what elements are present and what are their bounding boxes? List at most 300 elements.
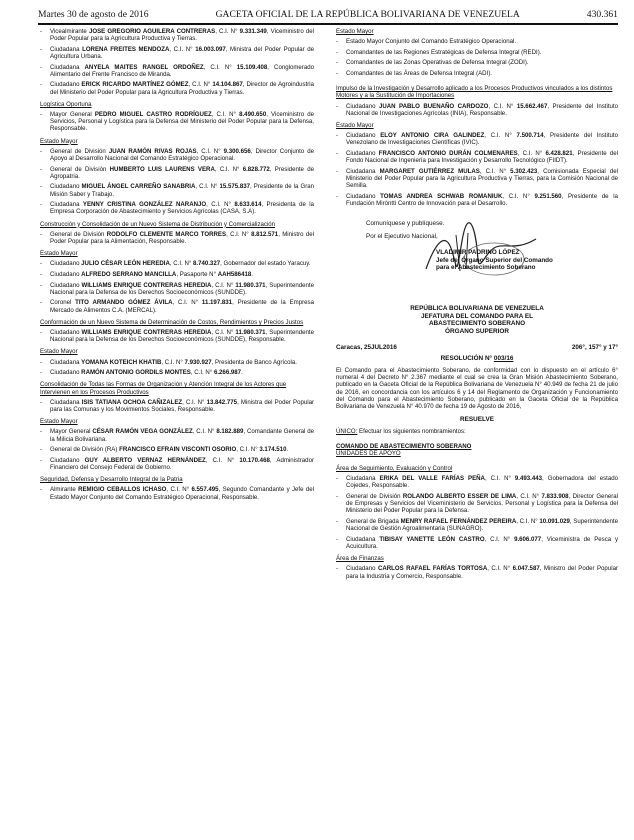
header-number: 430.361 (586, 8, 618, 20)
bullet-dash: - (336, 475, 339, 483)
section-heading: Consolidación de Todas las Formas de Organización y Atención Integral de los Actores que Intervienen en los Procesos Productivos (40, 381, 287, 396)
entry-id-label: , C.I. N° (214, 165, 243, 173)
entry-id: 9.251.560 (534, 192, 562, 200)
entry-position: . (251, 271, 253, 279)
entry-position: , Presidente de la Gran Misión Saber y Trabajo. (50, 183, 315, 198)
years: 206°, 157° y 17° (571, 343, 618, 351)
entries (40, 148, 314, 216)
entry-position: . (241, 369, 243, 377)
header-publication: GACETA OFICIAL DE LA REPÚBLICA BOLIVARIANA DE VENEZUELA (215, 8, 520, 20)
entry-position: , Viceministro de Servicios, Personal y Logística para la Defensa del Ministerio del Poder Popular para la Defensa, Responsable. (50, 111, 314, 133)
entry-title: Ciudadana (50, 358, 82, 366)
entry-name: MARGARET GUTIÉRREZ MULAS (379, 167, 480, 175)
entries (40, 359, 314, 377)
entry-name: LORENA FREITES MENDOZA (82, 45, 170, 53)
entry-id: 8.490.650 (239, 111, 267, 118)
bullet-dash: - (40, 369, 43, 377)
appointment-entry (40, 457, 314, 471)
entry-text (50, 148, 314, 162)
entries (40, 260, 314, 313)
entry-id-label: , C.I. N° (190, 369, 214, 377)
unico-text: Efectuar los siguientes nombramientos: (357, 428, 466, 436)
entry-text (50, 260, 314, 267)
entry-name: WILLIAMS ENRIQUE CONTRERAS HEREDIA (81, 329, 212, 337)
entry-position: , Presidente de la Empresa Mercado de Alimentos C.A. (MERCAL). (50, 299, 314, 314)
entry-id: 11.980.371 (235, 329, 266, 337)
resuelve-heading: RESUELVE (460, 416, 494, 424)
entry-title: Ciudadano (50, 456, 85, 464)
entry-position: , Comandante General de la Milicia Bolivariana. (50, 428, 315, 443)
entry-title: General de Brigada (346, 518, 401, 526)
section-heading: Área de Finanzas (336, 555, 384, 563)
entry-title: General de División (346, 493, 403, 501)
entry-id-label: , C.I. N° (479, 167, 511, 175)
left-column (40, 28, 314, 504)
command-item (336, 59, 618, 66)
entry-position: , Viceministra de Pesca y Acuicultura. (346, 535, 619, 551)
entry-name: ERIKA DEL VALLE FARÍAS PEÑA (379, 475, 485, 483)
signatory-role: Jefe del Órgano Superior del Comando (436, 256, 553, 264)
entry-title: Ciudadano (50, 271, 82, 279)
sub-heading: Estado Mayor (40, 348, 78, 356)
entry-id: 5.302.423 (510, 167, 538, 175)
appointment-entry (336, 168, 618, 190)
entry-name: YOMANA KOTEICH KHATIB (81, 358, 162, 366)
top-entries (40, 28, 314, 96)
entry-name: ANYELA MAITES RANGEL ORDOÑEZ (84, 63, 204, 71)
entry-position: , Ministro del Poder Popular para la Alimentación, Responsable. (50, 230, 314, 246)
entry-name: FRANCISCO ANTONIO DURÁN COLMENARES (378, 150, 518, 157)
bullet-dash: - (40, 329, 43, 337)
lead-entry (40, 111, 314, 133)
entry-title: Ciudadano (50, 369, 82, 377)
entry-title: Coronel (50, 299, 76, 307)
entries (336, 565, 618, 579)
entry-position: , Presidente del Instituto Venezolano de Investigaciones Científicas (IVIC). (346, 132, 619, 147)
appointment-entry (40, 399, 314, 413)
bullet-dash: - (40, 486, 43, 494)
entry-text (50, 81, 314, 95)
appointment-entry (40, 271, 314, 278)
appointment-entry (40, 231, 314, 245)
entry-id: 3.174.510 (259, 446, 287, 454)
entry-title: Ciudadano (346, 102, 379, 110)
entry-id: 8.812.571 (251, 230, 279, 238)
entry-id: 8.633.614 (234, 201, 262, 209)
entry-position: , Gobernadora del estado Cojedes, Responsable. (346, 475, 618, 490)
entry-id: 7.930.927 (184, 358, 212, 366)
entry-name: CÉSAR RAMÓN VEGA GONZÁLEZ (92, 428, 193, 436)
entry-position: , Ministra del Poder Popular para las Comunas y los Movimientos Sociales, Responsable. (50, 398, 315, 414)
entry-name: ELOY ANTONIO CIRA GALINDEZ (380, 132, 485, 140)
bullet-dash: - (336, 167, 339, 175)
section-heading: Construcción y Consolidación de un Nuevo Sistema de Distribución y Comercialización (40, 220, 276, 228)
entry-name: TITO ARMANDO GÓMEZ ÁVILA (75, 299, 173, 307)
resolution-body: El Comando para el Abastecimiento Soberano, de conformidad con lo dispuesto en el artículo 6° numeral 4 del Decreto N° 2.367 mediante el cual se crea la Gran Misión Abastecimiento Soberano, publicado en la Gaceta Oficial de la República Bolivariana de Venezuela N° 40.949 de fecha 21 de julio de 2016, en concordancia con los artículos 6 y 14 del Reglamento de Organización y Funcionamiento del Comando para el Abastecimiento Soberano, publicado en la Gaceta Oficial de la República Bolivariana de Venezuela N° 40.970 de fecha 19 de Agosto de 2016, (336, 366, 618, 410)
entry-id-label: , C.I. N° (484, 475, 515, 483)
entry-text (346, 103, 618, 117)
section-heading: Impulso de la Investigación y Desarrollo aplicado a los Procesos Productivos vinculados a los distintos Motores y a la Sustitución de Importaciones (336, 85, 613, 100)
entry-text (50, 369, 314, 376)
entry-position: , Presidente del Fondo Nacional de Ingeniería para Investigación y Desarrollo Tecnológico (FIIDT). (346, 150, 619, 165)
entry-position: , Presidenta de la Empresa Corporación de Abastecimiento y Servicios Agrícolas (CASA, S.A). (50, 201, 314, 216)
entry-position: , Gobernador del estado Yaracuy. (220, 260, 311, 268)
entry-name: TIBISAY YANETTE LEÓN CASTRO (379, 535, 485, 543)
appointment-entry (336, 518, 618, 532)
entry-id: 6.428.821 (545, 150, 573, 157)
lead-entry (336, 103, 618, 117)
entry-id-label: , C.I. N° (211, 281, 236, 289)
bullet-dash: - (336, 565, 339, 573)
bullet-dash: - (40, 271, 43, 279)
entry-name: FRANCISCO EFRAIN VISCONTI OSORIO (119, 446, 237, 454)
bullet-dash: - (336, 493, 339, 501)
entry-title: Ciudadana (346, 475, 380, 483)
entry-position: , Director General de Empresas y Servicios del Viceministerio de Servicios, Personal y Logística para la Defensa del Ministerio del Poder Popular para la Defensa. (346, 493, 619, 515)
entry-id: 15.662.467 (516, 102, 548, 110)
appointment-entry (40, 166, 314, 180)
entry-position: , Segundo Comandante y Jefe del Estado Mayor Conjunto del Comando Estratégico Operacional, Responsable. (50, 486, 314, 501)
entries (336, 475, 618, 550)
entry-title: Ciudadano (346, 565, 378, 573)
appointment-entry (40, 428, 314, 442)
units-heading: UNIDADES DE APOYO (336, 449, 401, 457)
bullet-dash: - (40, 183, 43, 191)
entry-name: CARLOS RAFAEL FARÍAS TORTOSA (377, 565, 488, 573)
right-column (336, 28, 618, 583)
lead-entry (40, 329, 314, 343)
entry-title: General de División (50, 147, 109, 155)
entry-id-label: , C.I. N° (211, 329, 236, 337)
bullet-dash: - (40, 260, 43, 268)
section-heading: Área de Seguimiento, Evaluación y Control (336, 465, 453, 473)
institution-line: JEFATURA DEL COMANDO PARA EL (420, 312, 534, 320)
entry-title: Ciudadano (50, 281, 82, 289)
entry-title: Ciudadano (50, 183, 82, 191)
appointment-entry (40, 46, 314, 60)
appointment-entry (40, 64, 314, 78)
entry-title: Almirante (50, 486, 79, 494)
entry-position: , Ministro del Poder Popular para la Industria y Comercio, Responsable. (346, 565, 618, 580)
entry-id-label: , C.I. N° (196, 147, 224, 155)
command-item-text: Comandantes de las Regiones Estratégicas de Defensa Integral (REDI). (346, 48, 542, 56)
entry-name: RODOLFO CLEMENTE MARCO TORRES (106, 230, 227, 238)
entry-position: , Director Conjunto de Apoyo al Desarrollo Nacional del Comando Estratégico Operacional. (50, 147, 314, 163)
entry-text (50, 282, 314, 296)
entry-text (50, 299, 314, 313)
entry-id-label: , C.I. N° (484, 132, 517, 140)
bullet-dash: - (336, 150, 339, 157)
entry-text (50, 446, 314, 453)
resolution-number (336, 355, 618, 362)
command-item-text: Comandantes de las Zonas Operativas de Defensa Integral (ZODI). (346, 59, 529, 67)
entry-position: , Director de Agroindustria del Ministerio del Poder Popular para la Agricultura Productiva y Tierras. (50, 81, 315, 96)
bullet-dash: - (40, 428, 43, 436)
appointment-entry (40, 111, 314, 133)
entry-text (50, 231, 314, 245)
appointment-entry (40, 148, 314, 162)
entry-title: Ciudadano (346, 150, 379, 157)
section-heading: Logística Oportuna (40, 100, 92, 108)
signatory (436, 249, 553, 272)
entry-text (346, 536, 618, 550)
entry-text (346, 193, 618, 207)
entry-text (346, 493, 618, 515)
appointment-entry (40, 359, 314, 366)
entry-id: AAH586418 (217, 271, 252, 279)
bullet-dash: - (40, 299, 43, 307)
entries (40, 428, 314, 471)
bullet-dash: - (40, 281, 43, 289)
sub-heading: Estado Mayor (336, 122, 374, 129)
entry-text (50, 46, 314, 60)
entry-title: Ciudadano (346, 132, 381, 140)
entry-text (50, 457, 314, 471)
entry-position: , Presidente de Agropatria. (50, 165, 314, 180)
signatory-role: para el Abastecimiento Soberano (436, 264, 536, 272)
appointment-entry (336, 150, 618, 164)
bullet-dash: - (40, 28, 43, 35)
entry-name: ROLANDO ALBERTO ESSER DE LIMA (402, 493, 517, 501)
appointment-entry (336, 565, 618, 579)
entry-title: Ciudadana (50, 201, 83, 209)
entry-text (346, 132, 618, 146)
entry-name: JUAN RAMÓN RIVAS ROJAS (108, 147, 197, 155)
appointment-entry (40, 369, 314, 376)
closing-line: Comuníquese y publíquese. (366, 220, 445, 228)
bullet-dash: - (40, 147, 43, 155)
bullet-dash: - (336, 48, 339, 56)
appointment-entry (40, 486, 314, 500)
entry-name: PEDRO MIGUEL CASTRO RODRÍGUEZ (94, 111, 212, 118)
page-header (38, 6, 618, 22)
entry-position: , Superintendente Nacional para la Defensa de los Derechos Socioeconómicos (SUNDDE), Responsable. (50, 329, 314, 344)
bullet-dash: - (336, 59, 339, 67)
entry-id: 11.197.831 (201, 299, 233, 307)
appointment-entry (336, 493, 618, 515)
entry-id: 13.842.775 (206, 398, 238, 406)
section-heading: Conformación de un Nuevo Sistema de Determinación de Costos, Rendimientos y Precios Justos (40, 318, 304, 326)
entry-id: 14.104.867 (212, 81, 243, 89)
entry-position: , Superintendente Nacional de Gestión Agroalimentaria (SUNAGRO). (346, 518, 618, 533)
entry-id-label: , C.I. N° (516, 493, 542, 501)
bullet-dash: - (336, 518, 339, 526)
lead-entry (40, 231, 314, 245)
entry-text (50, 111, 314, 133)
entry-id-label: , C.I. N° (517, 150, 546, 157)
unico-label: ÚNICO: (336, 428, 358, 436)
entries (336, 132, 618, 207)
entry-position: , Administrador Financiero del Consejo Federal de Gobierno. (50, 456, 314, 472)
entry-title: Ciudadana (346, 535, 380, 543)
bullet-dash: - (40, 81, 43, 89)
entry-text (346, 150, 618, 164)
entry-text (50, 183, 314, 197)
entry-id: 8.740.327 (192, 260, 221, 268)
entry-id-label: , C.I. N° (215, 28, 240, 35)
bullet-dash: - (336, 69, 339, 77)
entry-id: 9.331.349 (239, 28, 267, 35)
appointment-entry (40, 81, 314, 95)
entry-id-label: , C.I. N° (182, 398, 207, 406)
entry-id-label: , C.I. N° (161, 358, 185, 366)
command-item-text: Comandantes de las Áreas de Defensa Integral (ADI). (346, 69, 492, 77)
entry-id: 10.170.468 (239, 456, 270, 464)
entry-id-label: , C.I. N° (236, 446, 260, 454)
entry-id: 16.003.097 (195, 45, 226, 53)
entry-id-label: , C.I. N° (226, 230, 252, 238)
entry-text (346, 475, 618, 489)
entry-id-label: , C.I. N° (195, 183, 220, 191)
entry-title: Ciudadana (50, 398, 82, 406)
bullet-dash: - (40, 201, 43, 209)
bullet-dash: - (40, 165, 43, 173)
appointment-entry (40, 183, 314, 197)
entry-title: Ciudadano (50, 329, 82, 337)
entry-id-label: , C.I. N° (169, 260, 193, 268)
header-date: Martes 30 de agosto de 2016 (38, 8, 149, 20)
entry-position: , Comisionada Especial del Ministerio del Poder Popular para la Agricultura Productiva y Tierras, para la Comisión Nacional de Semilla. (346, 167, 619, 190)
entry-name: ISIS TATIANA OCHOA CAÑIZALEZ (81, 398, 183, 406)
closing-line: Por el Ejecutivo Nacional, (366, 233, 438, 241)
entry-id-label: , C.I. N° (487, 565, 513, 573)
entry-title: Mayor General (50, 111, 95, 118)
entry-id-label: , C.I. N° (206, 201, 235, 209)
entry-id-label: , C.I. N° (172, 299, 202, 307)
bullet-dash: - (336, 102, 339, 110)
sub-heading: Estado Mayor (40, 250, 78, 258)
entry-id-label: , C.I. N° (203, 63, 237, 71)
signatory-name: VLADIMIR PADRINO LÓPEZ (436, 249, 520, 257)
entry-name: JUAN PABLO BUENAÑO CARDOZO (378, 102, 489, 110)
entry-name: YENNY CRISTINA GONZÁLEZ NARANJO (82, 201, 207, 209)
entry-id: 11.980.371 (235, 281, 266, 289)
entry-title: Ciudadano (346, 192, 381, 200)
command-header (336, 443, 618, 457)
entry-position: , Conglomerado Alimentario del Frente Francisco de Miranda. (50, 63, 315, 78)
entry-id: 10.091.029 (539, 518, 570, 526)
entry-id-label: , C.I. N° (166, 486, 192, 494)
header-rule (38, 23, 618, 25)
entry-id-label: , C.I. N° (169, 45, 196, 53)
bullet-dash: - (40, 358, 43, 366)
entry-name: TOMAS ANDREA SCHWAB ROMANIUK (380, 192, 503, 200)
bullet-dash: - (336, 132, 339, 140)
entry-id-label: , Pasaporte N° (176, 271, 218, 279)
appointment-entry (336, 536, 618, 550)
entry-id: 7.833.908 (541, 493, 569, 501)
appointment-entry (40, 260, 314, 267)
appointment-entry (336, 475, 618, 489)
appointment-entry (40, 446, 314, 453)
appointment-entry (336, 132, 618, 146)
entry-id: 15.109.408 (236, 63, 268, 71)
entry-name: HUMBERTO LUIS LAURENS VERA (109, 165, 215, 173)
entry-position: , Ministra del Poder Popular de Agricultura Urbana. (50, 45, 315, 60)
entry-title: Ciudadana (50, 45, 83, 53)
entry-title: General de División (RA) (50, 446, 120, 454)
entry-id: 6.828.772 (242, 165, 270, 173)
sub-heading: Estado Mayor (40, 418, 78, 426)
entry-title: Ciudadano (50, 260, 82, 268)
sub-heading: Estado Mayor (336, 28, 374, 35)
bullet-dash: - (40, 456, 43, 464)
dateline (336, 344, 618, 351)
entry-id-label: , C.I. N° (516, 518, 540, 526)
entry-id-label: , C.I. N° (211, 111, 240, 118)
bullet-dash: - (336, 535, 339, 543)
institution-line: ABASTECIMIENTO SOBERANO (428, 320, 526, 328)
resolution-label: RESOLUCIÓN N° (440, 354, 494, 362)
bullet-dash: - (336, 192, 339, 200)
entry-title: General de División (50, 165, 110, 173)
entry-name: JULIO CÉSAR LEÓN HEREDIA (81, 260, 170, 268)
entry-text (50, 329, 314, 343)
bullet-dash: - (40, 63, 43, 71)
entry-id: 15.575.837 (219, 183, 250, 191)
entry-name: MIGUEL ÁNGEL CARREÑO SANABRIA (81, 183, 196, 191)
entry-id-label: , C.I. N° (484, 535, 515, 543)
appointment-entry (40, 299, 314, 313)
command-item (336, 49, 618, 56)
entry-text (50, 486, 314, 500)
resolution-value: 003/16 (493, 354, 514, 362)
entry-id: 9.493.443 (514, 475, 543, 483)
entry-title: Vicealmirante (50, 28, 89, 35)
entry-title: Ciudadana (346, 167, 380, 175)
entry-position: , Superintendente Nacional para la Defensa de los Derechos Socioeconómicos (SUNDDE). (50, 281, 314, 296)
appointment-entry (336, 103, 618, 117)
entry-text (50, 166, 314, 180)
entry-text (346, 565, 618, 579)
appointment-entry (40, 282, 314, 296)
unico-line (336, 428, 618, 435)
entry-name: ERICK RICARDO MARTÍNEZ GÓMEZ (81, 81, 189, 89)
appointment-entry (40, 329, 314, 343)
bullet-dash: - (40, 230, 43, 238)
entry-name: JOSE GREGORIO AGUILERA CONTRERAS (88, 28, 216, 35)
entry-position: , Presidente de la Fundación Miróntti Centro de Innovación para el Desarrollo. (346, 192, 618, 207)
place-date: Caracas, 25JUL2016 (336, 343, 397, 351)
command-item (336, 38, 618, 45)
bullet-dash: - (40, 45, 43, 53)
entry-name: ALFREDO SERRANO MANCILLA (81, 271, 177, 279)
entry-position: , Presidente del Instituto Nacional de Investigaciones Agrícolas (INIA), Responsable. (346, 102, 619, 117)
entry-id-label: , C.I. N° (205, 456, 240, 464)
entry-text (50, 28, 314, 42)
entry-name: REMIGIO CEBALLOS ICHASO (78, 486, 167, 494)
entry-id-label: , C.I. N° (502, 192, 535, 200)
entry-id: 9.300.656 (223, 147, 251, 155)
entry-title: General de División (50, 230, 107, 238)
entry-text (50, 359, 314, 366)
bullet-dash: - (336, 38, 339, 46)
entry-id: 9.606.077 (514, 535, 542, 543)
command-list (336, 38, 618, 77)
entry-name: WILLIAMS ENRIQUE CONTRERAS HEREDIA (81, 281, 212, 289)
entry-text (50, 399, 314, 413)
entry-id: 7.500.714 (516, 132, 544, 140)
entry-text (346, 168, 618, 190)
institution-line: ÓRGANO SUPERIOR (445, 327, 509, 335)
command-item (336, 70, 618, 77)
entry-name: MENRY RAFAEL FERNÁNDEZ PEREIRA (400, 518, 517, 526)
signature-block (336, 243, 618, 305)
institution-title (336, 305, 618, 335)
entry-title: Ciudadano (50, 81, 82, 89)
institution-line: REPÚBLICA BOLIVARIANA DE VENEZUELA (410, 305, 544, 313)
sub-heading: Estado Mayor (40, 137, 78, 145)
